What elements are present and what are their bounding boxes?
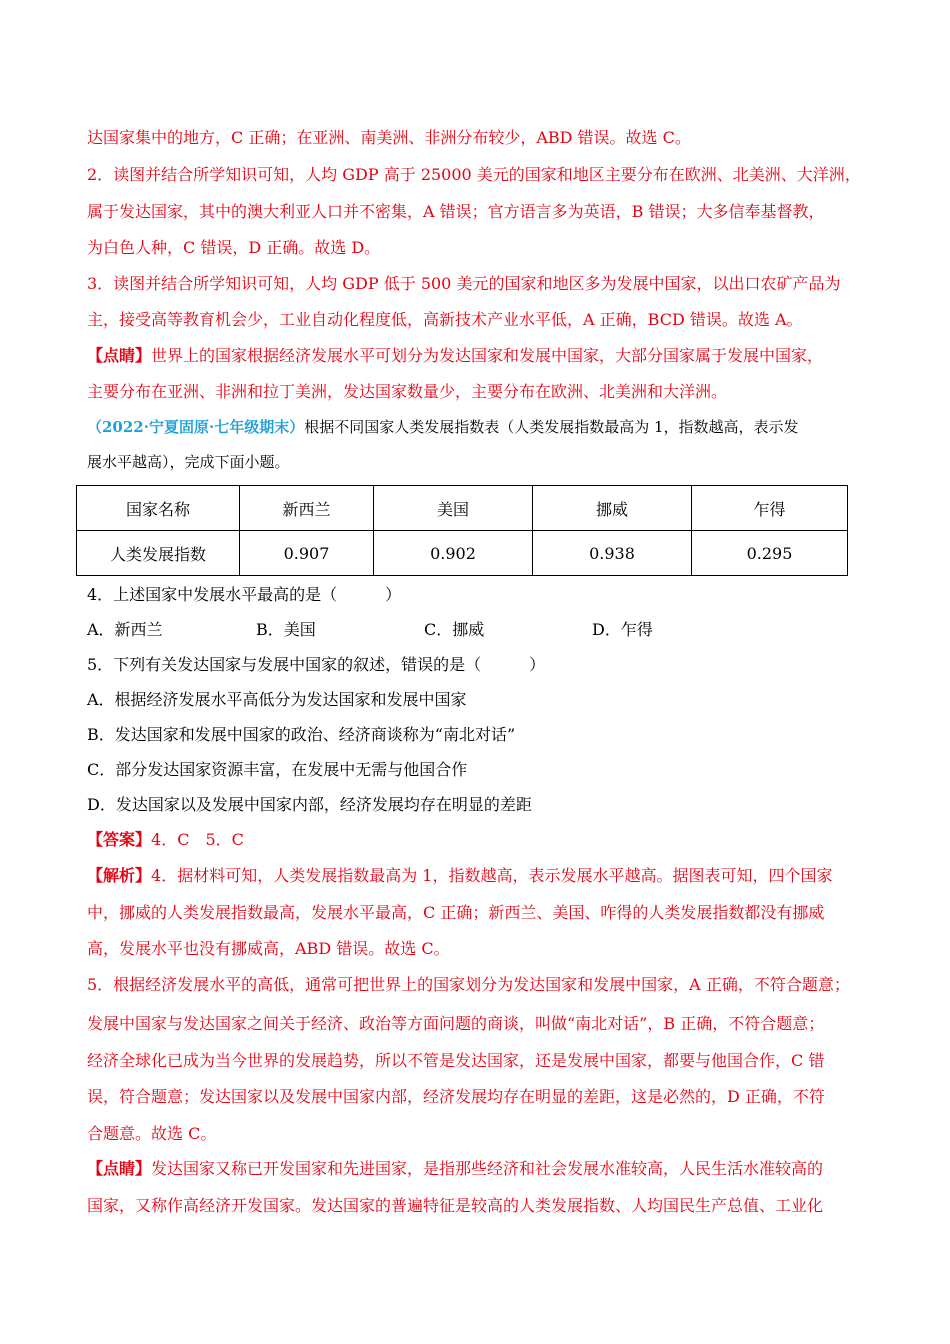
tip-text: 世界上的国家根据经济发展水平可划分为发达国家和发展中国家，大部分国家属于发展中国家， — [151, 346, 824, 365]
tip-text: 国家，又称作高经济开发国家。发达国家的普遍特征是较高的人类发展指数、人均国民生产总值、工业化 — [87, 1196, 824, 1215]
tip-paragraph — [87, 345, 823, 367]
analysis-q2-line: 为白色人种，C 错误，D 正确。故选 D。 — [87, 238, 381, 257]
intro-text: 根据不同国家人类发展指数表（人类发展指数最高为 1，指数越高，表示发 — [304, 418, 799, 436]
hdi-table — [76, 485, 848, 576]
answer-label: 【答案】 — [87, 830, 152, 849]
tip-label: 【点睛】 — [87, 1159, 152, 1178]
q4-option-a: A．新西兰 — [87, 620, 163, 639]
answer-text: 4．C 5．C — [151, 830, 244, 849]
analysis-paragraph — [87, 865, 832, 887]
q5-option-d: D．发达国家以及发展中国家内部，经济发展均存在明显的差距 — [87, 795, 532, 814]
q4-options — [87, 619, 653, 641]
analysis-text: 高，发展水平也没有挪威高，ABD 错误。故选 C。 — [87, 939, 450, 958]
analysis-text: 经济全球化已成为当今世界的发展趋势，所以不管是发达国家，还是发展中国家，都要与他国合作，C 错 — [87, 1051, 825, 1070]
tip-text: 发达国家又称已开发国家和先进国家，是指那些经济和社会发展水准较高，人民生活水准较高的 — [151, 1159, 824, 1178]
table-header-row — [77, 486, 848, 531]
analysis-label: 【解析】 — [87, 866, 152, 885]
q4-option-c: C．挪威 — [424, 620, 485, 639]
question-intro — [87, 416, 799, 438]
tip-text: 主要分布在亚洲、非洲和拉丁美洲，发达国家数量少，主要分布在欧洲、北美洲和大洋洲。 — [87, 382, 728, 401]
analysis-text: 发展中国家与发达国家之间关于经济、政治等方面问题的商谈，叫做“南北对话”，B 正确，不符合题意； — [87, 1014, 825, 1033]
table-cell: 新西兰 — [240, 486, 374, 531]
table-cell: 挪威 — [533, 486, 692, 531]
q5-option-a: A．根据经济发展水平高低分为发达国家和发展中国家 — [87, 690, 467, 709]
source-tag: （2022·宁夏固原·七年级期末） — [87, 418, 305, 436]
q5-option-c: C．部分发达国家资源丰富，在发展中无需与他国合作 — [87, 760, 468, 779]
table-cell: 乍得 — [692, 486, 848, 531]
analysis-q3-line: 3．读图并结合所学知识可知，人均 GDP 低于 500 美元的国家和地区多为发展中国家，以出口农矿产品为 — [87, 274, 841, 293]
analysis-text: 4．据材料可知，人类发展指数最高为 1，指数越高，表示发展水平越高。据图表可知，四个国家 — [151, 866, 833, 885]
q4-stem: 4．上述国家中发展水平最高的是（ ） — [87, 585, 402, 604]
q5-stem: 5．下列有关发达国家与发展中国家的叙述，错误的是（ ） — [87, 655, 546, 674]
analysis-q3-line: 主，接受高等教育机会少，工业自动化程度低，高新技术产业水平低，A 正确，BCD 错误。故选 A。 — [87, 310, 803, 329]
intro-text: 展水平越高），完成下面小题。 — [87, 453, 290, 471]
table-cell: 0.938 — [533, 531, 692, 576]
table-cell: 人类发展指数 — [77, 531, 240, 576]
answer-line — [87, 829, 244, 851]
table-row — [77, 531, 848, 576]
analysis-text: 5．根据经济发展水平的高低，通常可把世界上的国家划分为发达国家和发展中国家，A 正确，不符合题意； — [87, 975, 850, 994]
tip-label: 【点睛】 — [87, 346, 152, 365]
q4-option-d: D．乍得 — [592, 620, 653, 639]
analysis-cont-line: 达国家集中的地方，C 正确；在亚洲、南美洲、非洲分布较少，ABD 错误。故选 C。 — [87, 128, 691, 147]
analysis-text: 中，挪威的人类发展指数最高，发展水平最高，C 正确；新西兰、美国、咋得的人类发展指数都没有挪威 — [87, 903, 825, 922]
table-cell: 美国 — [374, 486, 533, 531]
analysis-text: 误，符合题意；发达国家以及发展中国家内部，经济发展均存在明显的差距，这是必然的，D 正确，不符 — [87, 1087, 825, 1106]
table-cell: 0.902 — [374, 531, 533, 576]
table-cell: 0.295 — [692, 531, 848, 576]
q4-option-b: B．美国 — [256, 620, 316, 639]
analysis-q2-line: 属于发达国家，其中的澳大利亚人口并不密集，A 错误；官方语言多为英语，B 错误；大多信奉基督教， — [87, 202, 825, 221]
analysis-q2-line: 2．读图并结合所学知识可知，人均 GDP 高于 25000 美元的国家和地区主要分布在欧洲、北美洲、大洋洲， — [87, 165, 861, 184]
tip-paragraph — [87, 1158, 823, 1180]
table-cell: 0.907 — [240, 531, 374, 576]
q5-option-b: B．发达国家和发展中国家的政治、经济商谈称为“南北对话” — [87, 725, 516, 744]
analysis-text: 合题意。故选 C。 — [87, 1124, 217, 1143]
table-cell: 国家名称 — [77, 486, 240, 531]
